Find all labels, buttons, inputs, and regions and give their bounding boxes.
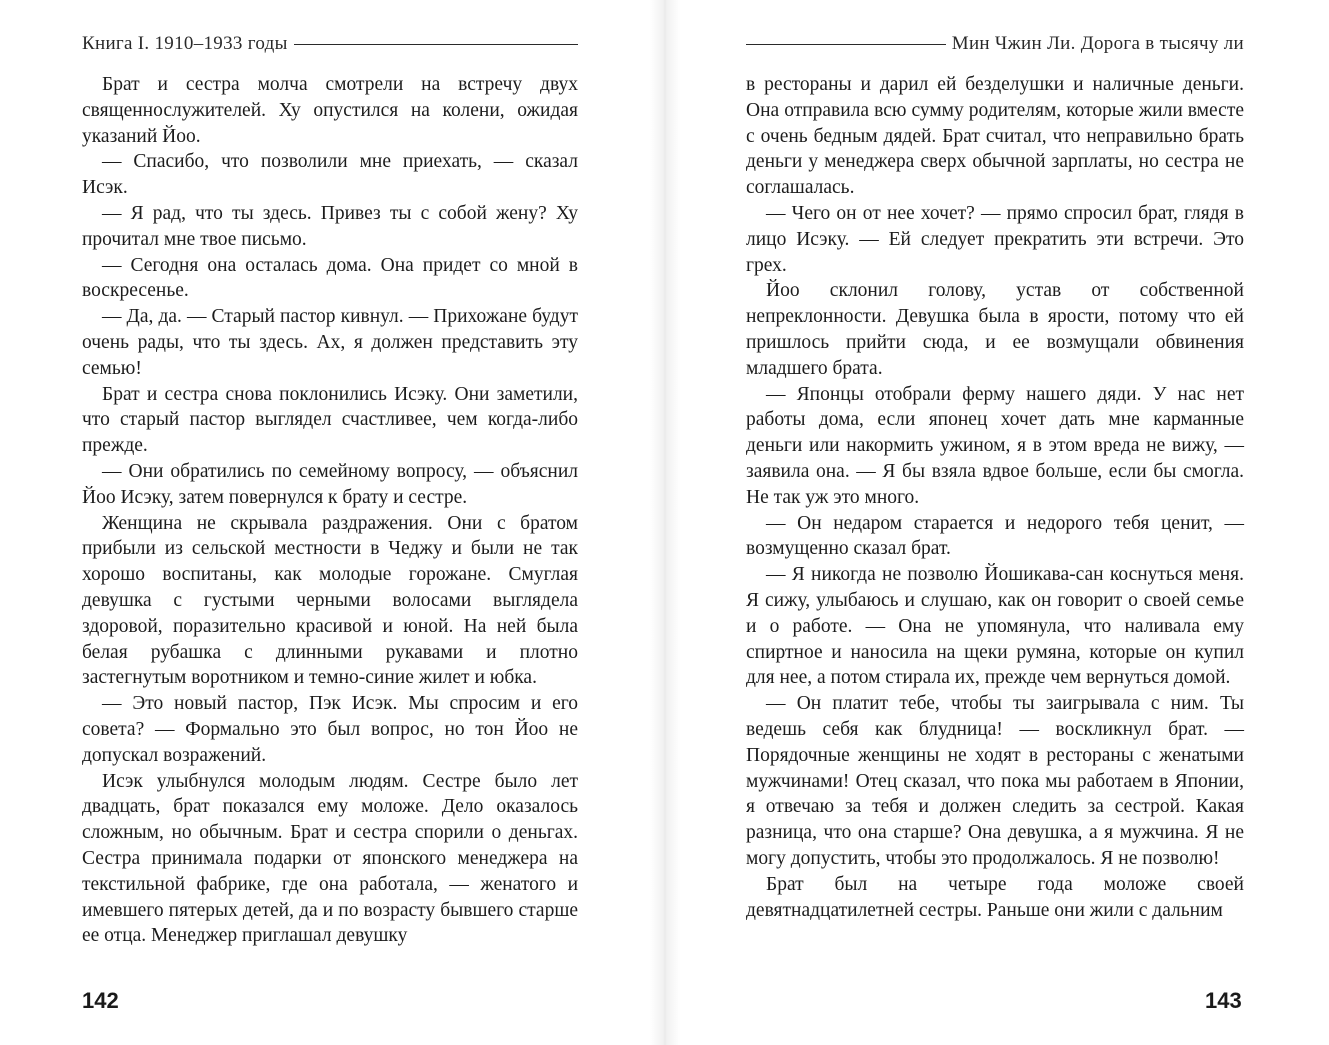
paragraph: — Сегодня она осталась дома. Она придет со мной в воскресенье.: [82, 254, 578, 302]
left-page-number: 142: [82, 988, 119, 1013]
left-header-title: Книга I. 1910–1933 годы: [82, 33, 288, 54]
right-header-rule: [746, 44, 946, 45]
left-page: [0, 0, 650, 1045]
right-body-text: [746, 72, 1244, 923]
paragraph: — Спасибо, что позволили мне приехать, — сказал Исэк.: [82, 151, 578, 199]
right-page-number: 143: [1205, 988, 1242, 1013]
paragraph: — Японцы отобрали ферму нашего дяди. У нас нет работы дома, если японец хочет дать мне карманные деньги или накормить ужином, я в этом вреда не вижу, — заявила она. — Я бы взяла вдвое больше, если бы смогла. Не так уж это много.: [746, 383, 1244, 508]
paragraph: — Чего он от нее хочет? — прямо спросил брат, глядя в лицо Исэку. — Ей следует прекратить эти встречи. Это грех.: [746, 202, 1244, 276]
paragraph: Брат был на четыре года моложе своей девятнадцатилетней сестры. Раньше они жили с дальним: [746, 873, 1244, 921]
paragraph: Брат и сестра молча смотрели на встречу двух священнослужителей. Ху опустился на колени, ожидая указаний Йоо.: [82, 74, 578, 147]
paragraph: — Я никогда не позволю Йошикава-сан коснуться меня. Я сижу, улыбаюсь и слушаю, как он говорит о своей семье и о работе. — Она не упомянула, что наливала ему спиртное и наносила на щеки румяна, которые он купил для нее, а потом стирала их, прежде чем вернуться домой.: [746, 564, 1244, 689]
paragraph: — Я рад, что ты здесь. Привез ты с собой жену? Ху прочитал мне твое письмо.: [82, 202, 578, 250]
paragraph: — Это новый пастор, Пэк Исэк. Мы спросим и его совета? — Формально это был вопрос, но тон Йоо не допускал возражений.: [82, 693, 578, 766]
paragraph: — Он недаром старается и недорого тебя ценит, — возмущенно сказал брат.: [746, 512, 1244, 560]
book-gutter: [650, 0, 680, 1045]
right-running-header: [746, 33, 1244, 55]
left-header-rule: [294, 44, 578, 45]
paragraph: — Да, да. — Старый пастор кивнул. — Прихожане будут очень рады, что ты здесь. Ах, я должен представить эту семью!: [82, 306, 578, 379]
paragraph: Женщина не скрывала раздражения. Они с братом прибыли из сельской местности в Чеджу и были не так хорошо воспитаны, как молодые горожане. Смуглая девушка с густыми черными волосами выглядела здоровой, поразительно красивой и юной. На ней была белая рубашка с длинными рукавами и плотно застегнутым воротником и темно-синие жилет и юбка.: [82, 512, 578, 689]
left-body-text: [82, 72, 578, 949]
paragraph: Исэк улыбнулся молодым людям. Сестре было лет двадцать, брат показался ему моложе. Дело оказалось сложным, но обычным. Брат и сестра спорили о деньгах. Сестра принимала подарки от японского менеджера на текстильной фабрике, где она работала, — женатого и имевшего пятерых детей, да и по возрасту бывшего старше ее отца. Менеджер приглашал девушку: [82, 770, 578, 947]
right-header-title: Мин Чжин Ли. Дорога в тысячу ли: [951, 33, 1244, 54]
left-running-header: [82, 33, 578, 55]
paragraph: — Он платит тебе, чтобы ты заигрывала с ним. Ты ведешь себя как блудница! — воскликнул брат. — Порядочные женщины не ходят в рестораны с женатыми мужчинами! Отец сказал, что пока мы работаем в Японии, я отвечаю за тебя и должен следить за сестрой. Какая разница, что она старше? Она девушка, а я мужчина. Я не могу допустить, чтобы это продолжалось. Я не позволю!: [746, 693, 1244, 869]
right-page: [680, 0, 1329, 1045]
paragraph: Йоо склонил голову, устав от собственной непреклонности. Девушка была в ярости, потому что ей пришлось прийти сюда, и ее возмущали обвинения младшего брата.: [746, 280, 1244, 379]
paragraph-continuation: в рестораны и дарил ей безделушки и наличные деньги. Она отправила всю сумму родителям, которые жили вместе с очень бедным дядей. Брат считал, что неправильно брать деньги у менеджера сверх обычной зарплаты, но сестра не соглашалась.: [746, 74, 1244, 199]
paragraph: — Они обратились по семейному вопросу, — объяснил Йоо Исэку, затем повернулся к брату и сестре.: [82, 460, 578, 508]
paragraph: Брат и сестра снова поклонились Исэку. Они заметили, что старый пастор выглядел счастливее, чем когда-либо прежде.: [82, 383, 578, 457]
